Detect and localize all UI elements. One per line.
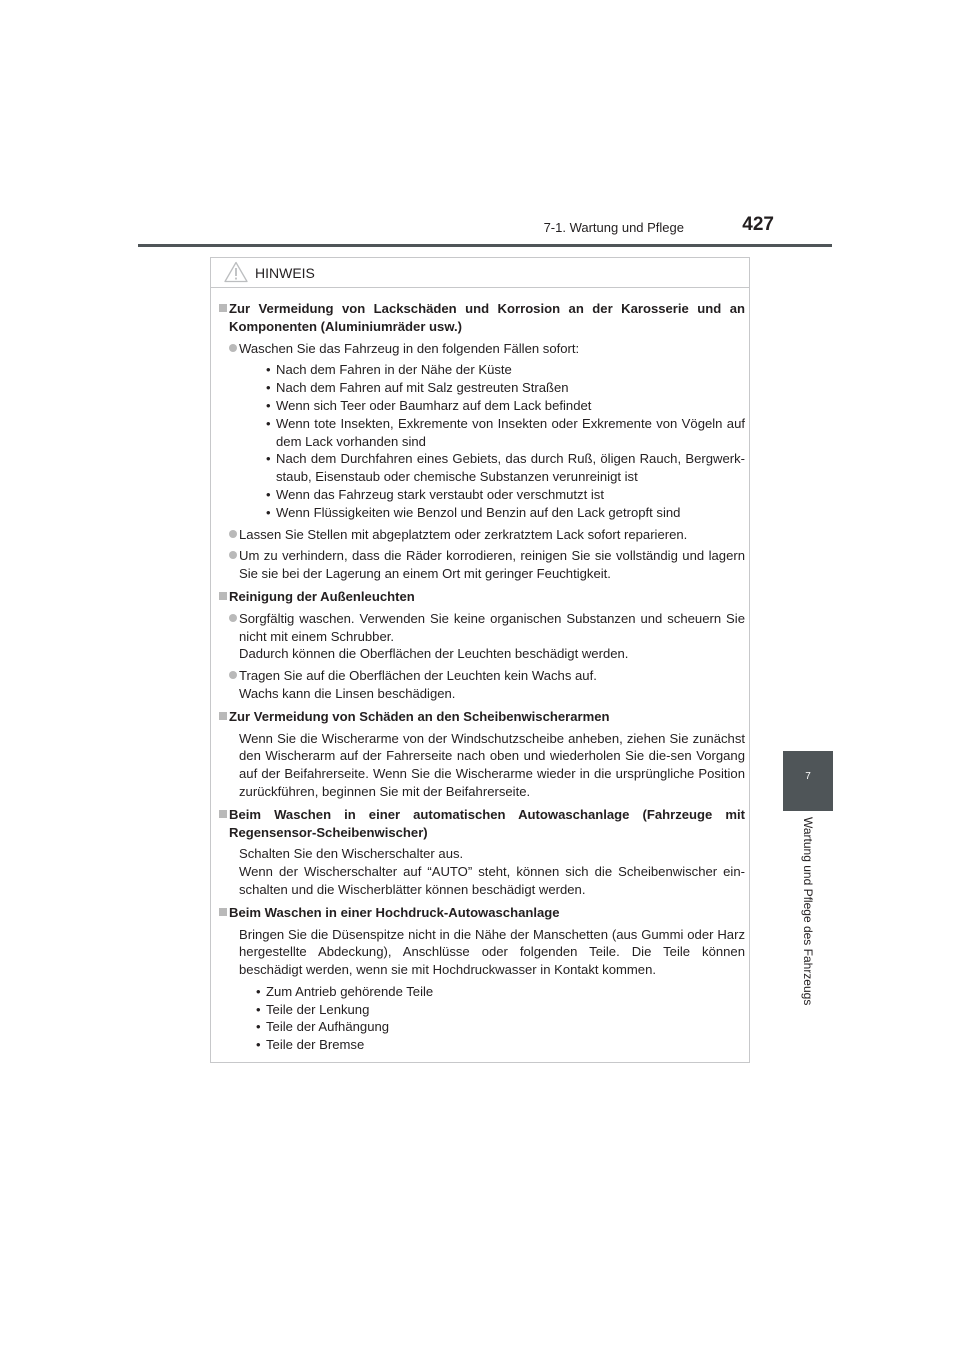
list-item	[229, 667, 745, 703]
section-wiper-arms	[219, 708, 745, 801]
notice-content	[219, 300, 745, 1059]
section-text: Wenn Sie die Wischerarme von der Windschutzscheibe anheben, ziehen Sie zunächst den Wischerarm auf der Fahrerseite nach oben und wiederholen Sie die-sen Vorgang auf der Beifahrerseite. Wenn Sie die Wischerarme wieder in die ursprüngliche Position zurückführen, beginnen Sie mit der Beifahrerseite.	[239, 730, 745, 799]
bullet-list	[239, 361, 745, 521]
section-text: Schalten Sie den Wischerschalter aus. Wenn der Wischerschalter auf “AUTO” steht, können sich die Scheibenwischer ein-schalten und die Wischerblätter können beschädigt werden.	[239, 846, 745, 897]
square-bullet-icon	[219, 592, 227, 600]
section-title: Zur Vermeidung von Lackschäden und Korrosion an der Karosserie und an Komponenten (Aluminiumräder usw.)	[229, 301, 745, 334]
bullet-item: • Teile der Bremse	[256, 1036, 745, 1054]
square-bullet-icon	[219, 908, 227, 916]
list-item	[229, 340, 745, 522]
bullet-item: • Wenn das Fahrzeug stark verstaubt oder verschmutzt ist	[266, 486, 745, 504]
chapter-tab	[783, 751, 833, 811]
chapter-title-vertical	[783, 811, 833, 1021]
list-item	[229, 610, 745, 663]
section-title: Beim Waschen in einer Hochdruck-Autowaschanlage	[229, 904, 560, 920]
square-bullet-icon	[219, 712, 227, 720]
list-item-text: Tragen Sie auf die Oberflächen der Leuchten kein Wachs auf. Wachs kann die Linsen beschädigen.	[239, 668, 597, 701]
page-number: 427	[742, 214, 774, 235]
list-item	[229, 526, 745, 544]
chapter-number: 7	[805, 771, 811, 782]
circle-bullet-icon	[229, 530, 237, 538]
section-title: Zur Vermeidung von Schäden an den Scheibenwischerarmen	[229, 708, 610, 724]
list-item-text: Waschen Sie das Fahrzeug in den folgenden Fällen sofort:	[239, 340, 580, 356]
notice-header	[211, 258, 749, 288]
bullet-list	[229, 983, 745, 1054]
chapter-title: Wartung und Pflege des Fahrzeugs	[801, 817, 815, 1006]
bullet-item: • Wenn tote Insekten, Exkremente von Insekten oder Exkremente von Vögeln auf dem Lack vorhanden sind	[266, 415, 745, 451]
bullet-item: • Teile der Aufhängung	[256, 1018, 745, 1036]
square-bullet-icon	[219, 810, 227, 818]
square-bullet-icon	[219, 304, 227, 312]
section-text: Bringen Sie die Düsenspitze nicht in die Nähe der Manschetten (aus Gummi oder Harz hergestellte Abdeckung), Anschlüsse oder folgenden Teile. Die Teile können beschädigt werden, wenn sie mit Hochdruckwasser in Kontakt kommen.	[239, 926, 745, 978]
list-item-text: Um zu verhindern, dass die Räder korrodieren, reinigen Sie sie vollständig und lagern Sie sie bei der Lagerung an einem Ort mit geringer Feuchtigkeit.	[239, 548, 745, 582]
bullet-item: • Zum Antrieb gehörende Teile	[256, 983, 745, 1001]
header-divider	[138, 244, 832, 247]
notice-title: HINWEIS	[255, 265, 315, 281]
warning-triangle-icon	[224, 261, 248, 283]
notice-box	[210, 257, 750, 1063]
circle-bullet-icon	[229, 671, 237, 679]
list-item	[229, 547, 745, 583]
list-item-text: Sorgfältig waschen. Verwenden Sie keine organischen Substanzen und scheuern Sie nicht mit einem Schrubber. Dadurch können die Oberflächen der Leuchten beschädigt werden.	[239, 610, 745, 662]
bullet-item: • Wenn sich Teer oder Baumharz auf dem Lack befindet	[266, 397, 745, 415]
bullet-item: • Nach dem Fahren auf mit Salz gestreuten Straßen	[266, 379, 745, 397]
section-high-pressure-carwash	[219, 904, 745, 1054]
bullet-item: • Nach dem Durchfahren eines Gebiets, das durch Ruß, öligen Rauch, Bergwerk-staub, Eisenstaub oder chemische Substanzen verunreinigt ist	[266, 450, 745, 486]
bullet-item: • Wenn Flüssigkeiten wie Benzol und Benzin auf den Lack getropft sind	[266, 504, 745, 522]
section-paint-corrosion	[219, 300, 745, 583]
section-automatic-carwash	[219, 806, 745, 899]
section-exterior-lights	[219, 588, 745, 703]
header-section-title: 7-1. Wartung und Pflege	[543, 220, 684, 235]
circle-bullet-icon	[229, 614, 237, 622]
list-item-text: Lassen Sie Stellen mit abgeplatztem oder zerkratztem Lack sofort reparieren.	[239, 526, 688, 542]
bullet-item: • Nach dem Fahren in der Nähe der Küste	[266, 361, 745, 379]
circle-bullet-icon	[229, 551, 237, 559]
section-title: Reinigung der Außenleuchten	[229, 588, 415, 604]
bullet-item: • Teile der Lenkung	[256, 1001, 745, 1019]
section-title: Beim Waschen in einer automatischen Autowaschanlage (Fahrzeuge mit Regensensor-Scheibenwischer)	[229, 806, 745, 840]
circle-bullet-icon	[229, 344, 237, 352]
